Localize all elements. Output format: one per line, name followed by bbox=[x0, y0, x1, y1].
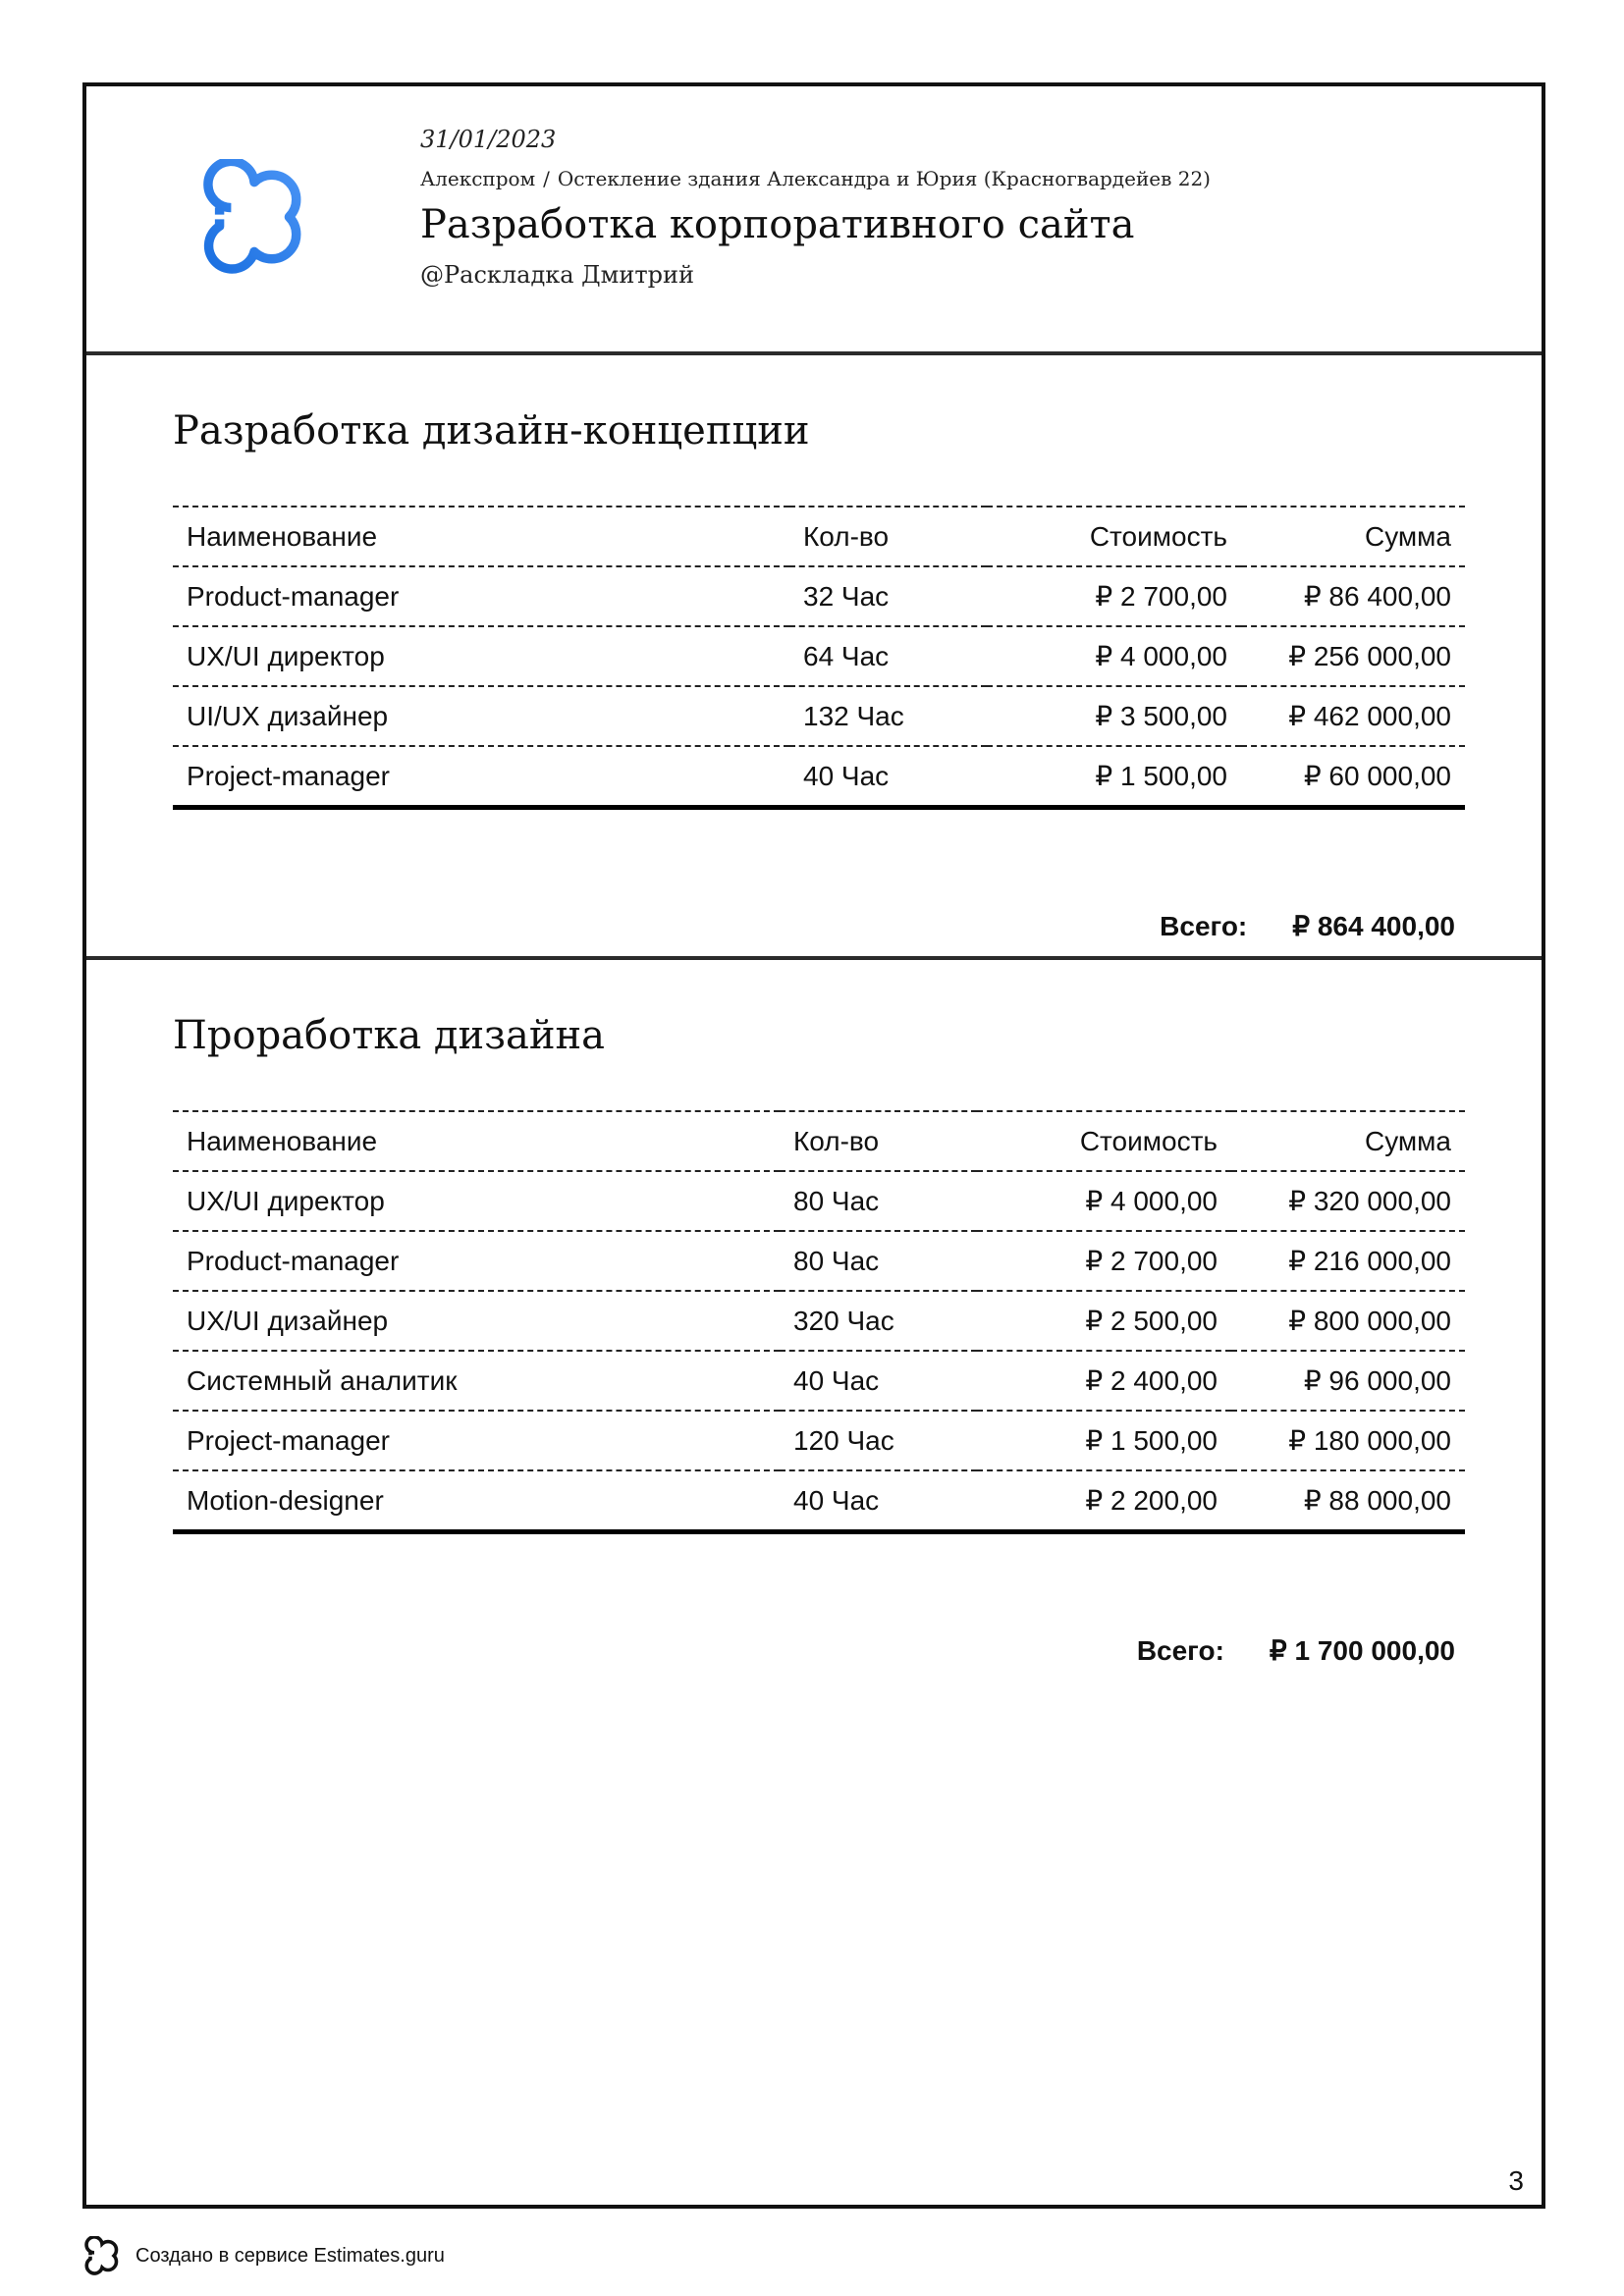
cell-name: Motion-designer bbox=[173, 1470, 780, 1532]
cell-name: Project-manager bbox=[173, 1411, 780, 1470]
cell-qty: 40 Час bbox=[789, 746, 987, 808]
column-header-sum: Сумма bbox=[1231, 1111, 1465, 1171]
cell-qty: 132 Час bbox=[789, 686, 987, 746]
section-title: Разработка дизайн-концепции bbox=[173, 408, 810, 454]
cell-sum: ₽ 88 000,00 bbox=[1231, 1470, 1465, 1532]
table-row bbox=[173, 686, 1465, 746]
column-header-sum: Сумма bbox=[1241, 507, 1465, 566]
cell-price: ₽ 4 000,00 bbox=[987, 626, 1241, 686]
column-header-qty: Кол-во bbox=[780, 1111, 977, 1171]
table-row bbox=[173, 1231, 1465, 1291]
table-header-row bbox=[173, 507, 1465, 566]
footer bbox=[82, 2236, 445, 2275]
table-row bbox=[173, 566, 1465, 626]
section-total bbox=[1137, 1634, 1455, 1667]
cell-price: ₽ 2 700,00 bbox=[977, 1231, 1231, 1291]
table-row bbox=[173, 1351, 1465, 1411]
footer-credit-link[interactable]: Создано в сервисе Estimates.guru bbox=[135, 2244, 445, 2267]
cell-sum: ₽ 256 000,00 bbox=[1241, 626, 1465, 686]
document-title: Разработка корпоративного сайта bbox=[420, 202, 1135, 247]
cell-sum: ₽ 180 000,00 bbox=[1231, 1411, 1465, 1470]
table-row bbox=[173, 626, 1465, 686]
cell-price: ₽ 1 500,00 bbox=[977, 1411, 1231, 1470]
table-header-row bbox=[173, 1111, 1465, 1171]
cell-sum: ₽ 462 000,00 bbox=[1241, 686, 1465, 746]
cell-qty: 40 Час bbox=[780, 1470, 977, 1532]
cell-sum: ₽ 96 000,00 bbox=[1231, 1351, 1465, 1411]
cell-sum: ₽ 86 400,00 bbox=[1241, 566, 1465, 626]
cell-name: Product-manager bbox=[173, 1231, 780, 1291]
cell-name: Системный аналитик bbox=[173, 1351, 780, 1411]
breadcrumb-client[interactable]: Алекспром bbox=[420, 167, 536, 190]
cell-qty: 64 Час bbox=[789, 626, 987, 686]
cell-qty: 320 Час bbox=[780, 1291, 977, 1351]
table-row bbox=[173, 1291, 1465, 1351]
table-row bbox=[173, 746, 1465, 808]
cell-price: ₽ 2 700,00 bbox=[987, 566, 1241, 626]
cell-price: ₽ 2 200,00 bbox=[977, 1470, 1231, 1532]
cell-price: ₽ 4 000,00 bbox=[977, 1171, 1231, 1231]
cell-name: Product-manager bbox=[173, 566, 789, 626]
cell-name: UX/UI директор bbox=[173, 1171, 780, 1231]
cell-qty: 80 Час bbox=[780, 1231, 977, 1291]
estimates-logo-icon bbox=[196, 159, 312, 275]
column-header-name: Наименование bbox=[173, 507, 789, 566]
table-row bbox=[173, 1171, 1465, 1231]
breadcrumb-project[interactable]: Остекление здания Александра и Юрия (Красногвардейев 22) bbox=[557, 167, 1211, 190]
section-design-concept bbox=[86, 355, 1542, 960]
cell-name: UX/UI дизайнер bbox=[173, 1291, 780, 1351]
cell-sum: ₽ 320 000,00 bbox=[1231, 1171, 1465, 1231]
document-header bbox=[86, 86, 1542, 355]
document-date: 31/01/2023 bbox=[420, 126, 557, 153]
page-number: 3 bbox=[1508, 2165, 1524, 2196]
cell-price: ₽ 2 400,00 bbox=[977, 1351, 1231, 1411]
column-header-qty: Кол-во bbox=[789, 507, 987, 566]
cell-qty: 40 Час bbox=[780, 1351, 977, 1411]
cell-qty: 120 Час bbox=[780, 1411, 977, 1470]
cell-qty: 80 Час bbox=[780, 1171, 977, 1231]
document-author: @Раскладка Дмитрий bbox=[420, 261, 694, 289]
estimate-table bbox=[173, 506, 1465, 810]
total-label: Всего: bbox=[1136, 1635, 1224, 1666]
estimate-table bbox=[173, 1110, 1465, 1534]
column-header-price: Стоимость bbox=[977, 1111, 1231, 1171]
table-row bbox=[173, 1411, 1465, 1470]
total-label: Всего: bbox=[1160, 911, 1248, 941]
cell-sum: ₽ 800 000,00 bbox=[1231, 1291, 1465, 1351]
estimates-logo-outline-icon bbox=[82, 2236, 122, 2275]
breadcrumb bbox=[420, 167, 1211, 190]
cell-sum: ₽ 216 000,00 bbox=[1231, 1231, 1465, 1291]
page-frame bbox=[82, 82, 1545, 2209]
cell-name: UI/UX дизайнер bbox=[173, 686, 789, 746]
cell-qty: 32 Час bbox=[789, 566, 987, 626]
total-value: ₽ 864 400,00 bbox=[1292, 911, 1455, 941]
cell-price: ₽ 1 500,00 bbox=[987, 746, 1241, 808]
total-value: ₽ 1 700 000,00 bbox=[1269, 1635, 1455, 1666]
breadcrumb-separator: / bbox=[543, 167, 550, 190]
cell-name: UX/UI директор bbox=[173, 626, 789, 686]
cell-price: ₽ 2 500,00 bbox=[977, 1291, 1231, 1351]
table-row bbox=[173, 1470, 1465, 1532]
cell-name: Project-manager bbox=[173, 746, 789, 808]
cell-sum: ₽ 60 000,00 bbox=[1241, 746, 1465, 808]
cell-price: ₽ 3 500,00 bbox=[987, 686, 1241, 746]
column-header-name: Наименование bbox=[173, 1111, 780, 1171]
section-total bbox=[1160, 910, 1455, 942]
column-header-price: Стоимость bbox=[987, 507, 1241, 566]
section-title: Проработка дизайна bbox=[173, 1013, 605, 1058]
